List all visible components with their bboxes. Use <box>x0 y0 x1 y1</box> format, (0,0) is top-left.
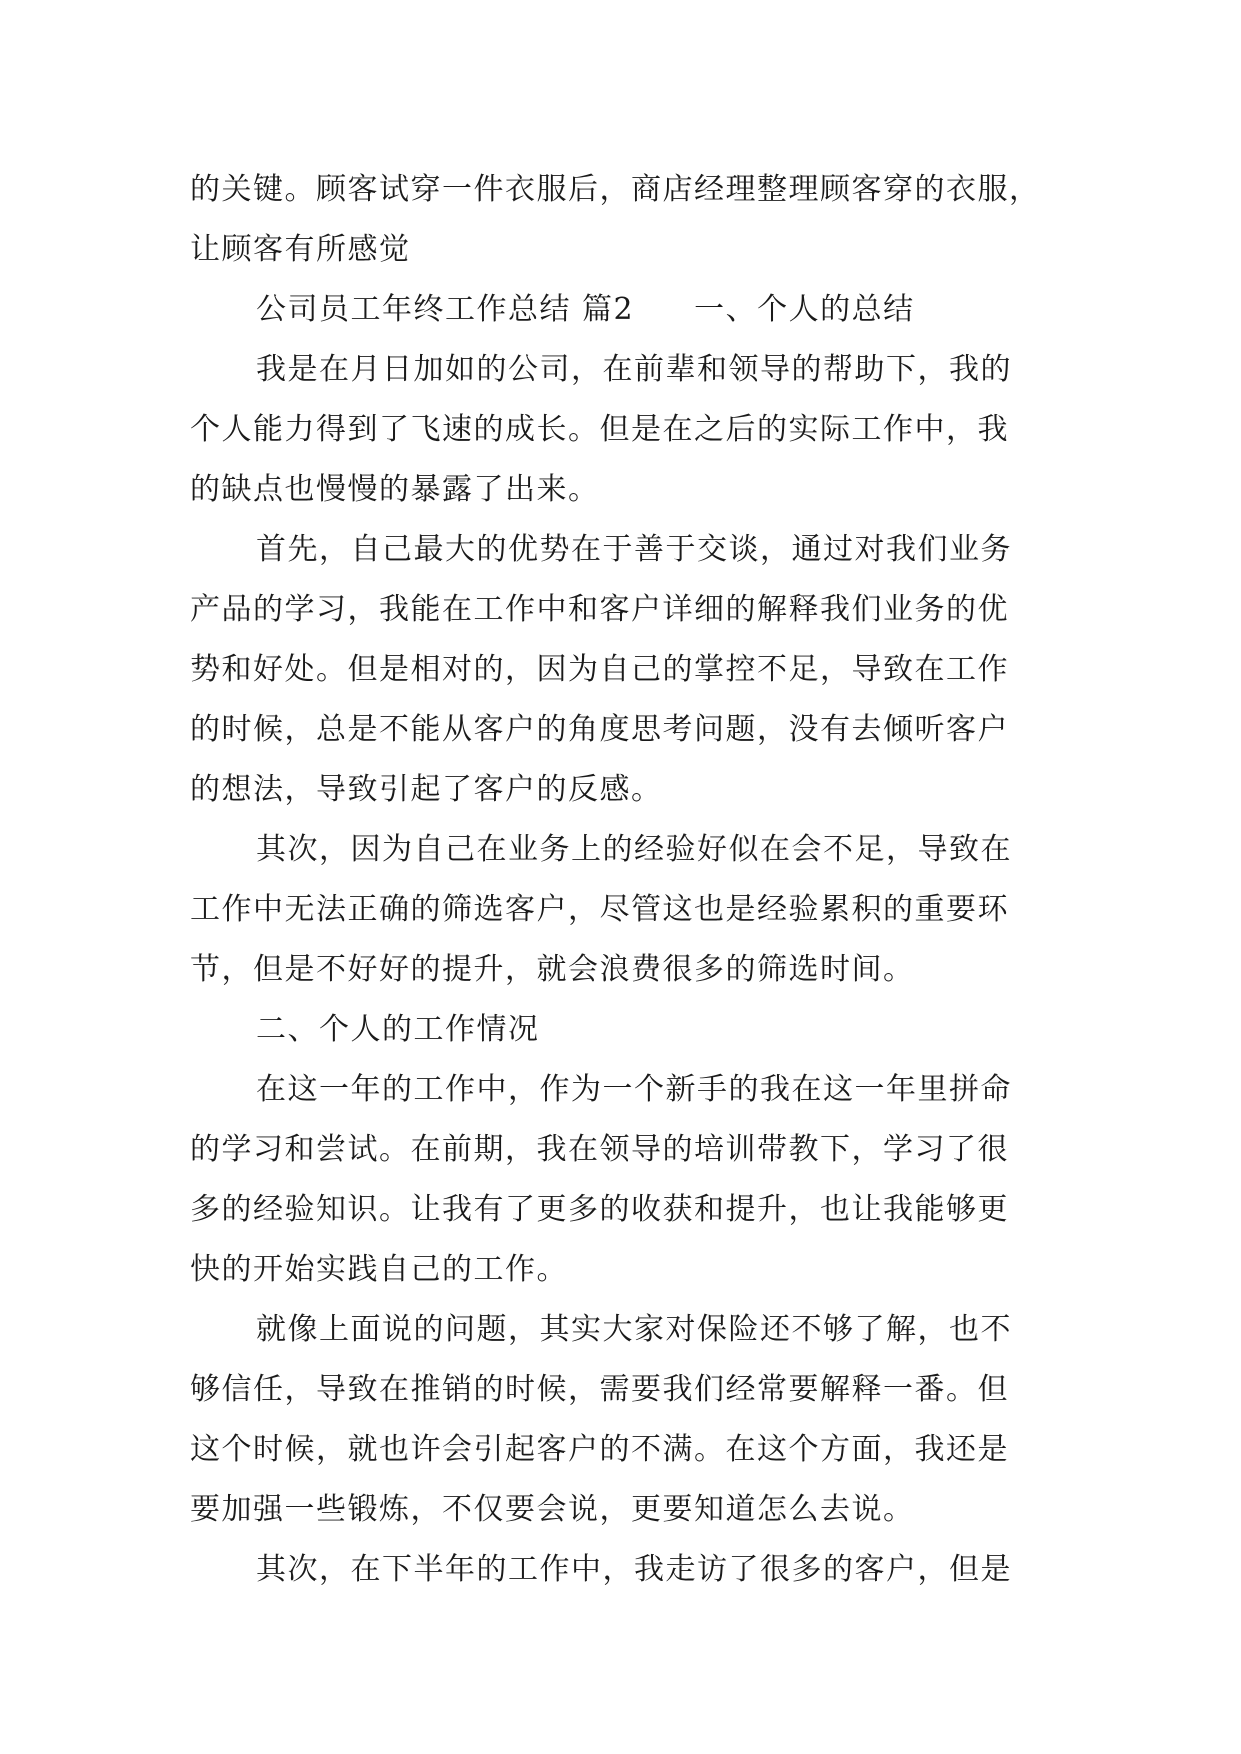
text-line: 节，但是不好好的提升，就会浪费很多的筛选时间。 <box>190 952 915 987</box>
text-line: 要加强一些锻炼，不仅要会说，更要知道怎么去说。 <box>190 1492 915 1527</box>
text-line: 的关键。顾客试穿一件衣服后，商店经理整理顾客穿的衣服， <box>190 172 1041 207</box>
title-line <box>190 280 915 340</box>
text-line: 产品的学习，我能在工作中和客户详细的解释我们业务的优 <box>190 592 1009 627</box>
text-line: 在这一年的工作中，作为一个新手的我在这一年里拼命 <box>256 1072 1012 1107</box>
text-line: 够信任，导致在推销的时候，需要我们经常要解释一番。但 <box>190 1372 1009 1407</box>
text-line: 其次，在下半年的工作中，我走访了很多的客户，但是 <box>256 1552 1012 1587</box>
text-line: 就像上面说的问题，其实大家对保险还不够了解，也不 <box>256 1312 1012 1347</box>
text-line: 的想法，导致引起了客户的反感。 <box>190 772 663 807</box>
text-line: 首先，自己最大的优势在于善于交谈，通过对我们业务 <box>256 532 1012 567</box>
section-heading: 一、个人的总结 <box>694 292 915 327</box>
text-line: 的缺点也慢慢的暴露了出来。 <box>190 472 600 507</box>
text-line: 势和好处。但是相对的，因为自己的掌控不足，导致在工作 <box>190 652 1009 687</box>
section-heading: 二、个人的工作情况 <box>256 1012 540 1047</box>
text-line: 快的开始实践自己的工作。 <box>190 1252 568 1287</box>
text-line: 多的经验知识。让我有了更多的收获和提升，也让我能够更 <box>190 1192 1009 1227</box>
text-line: 让顾客有所感觉 <box>190 232 411 267</box>
text-line: 的学习和尝试。在前期，我在领导的培训带教下，学习了很 <box>190 1132 1009 1167</box>
text-line: 我是在月日加如的公司，在前辈和领导的帮助下，我的 <box>256 352 1012 387</box>
text-line: 个人能力得到了飞速的成长。但是在之后的实际工作中，我 <box>190 412 1009 447</box>
text-line: 工作中无法正确的筛选客户，尽管这也是经验累积的重要环 <box>190 892 1009 927</box>
article-title: 公司员工年终工作总结 篇2 <box>256 292 635 327</box>
text-line: 这个时候，就也许会引起客户的不满。在这个方面，我还是 <box>190 1432 1009 1467</box>
text-line: 其次，因为自己在业务上的经验好似在会不足，导致在 <box>256 832 1012 867</box>
text-line: 的时候，总是不能从客户的角度思考问题，没有去倾听客户 <box>190 712 1009 747</box>
